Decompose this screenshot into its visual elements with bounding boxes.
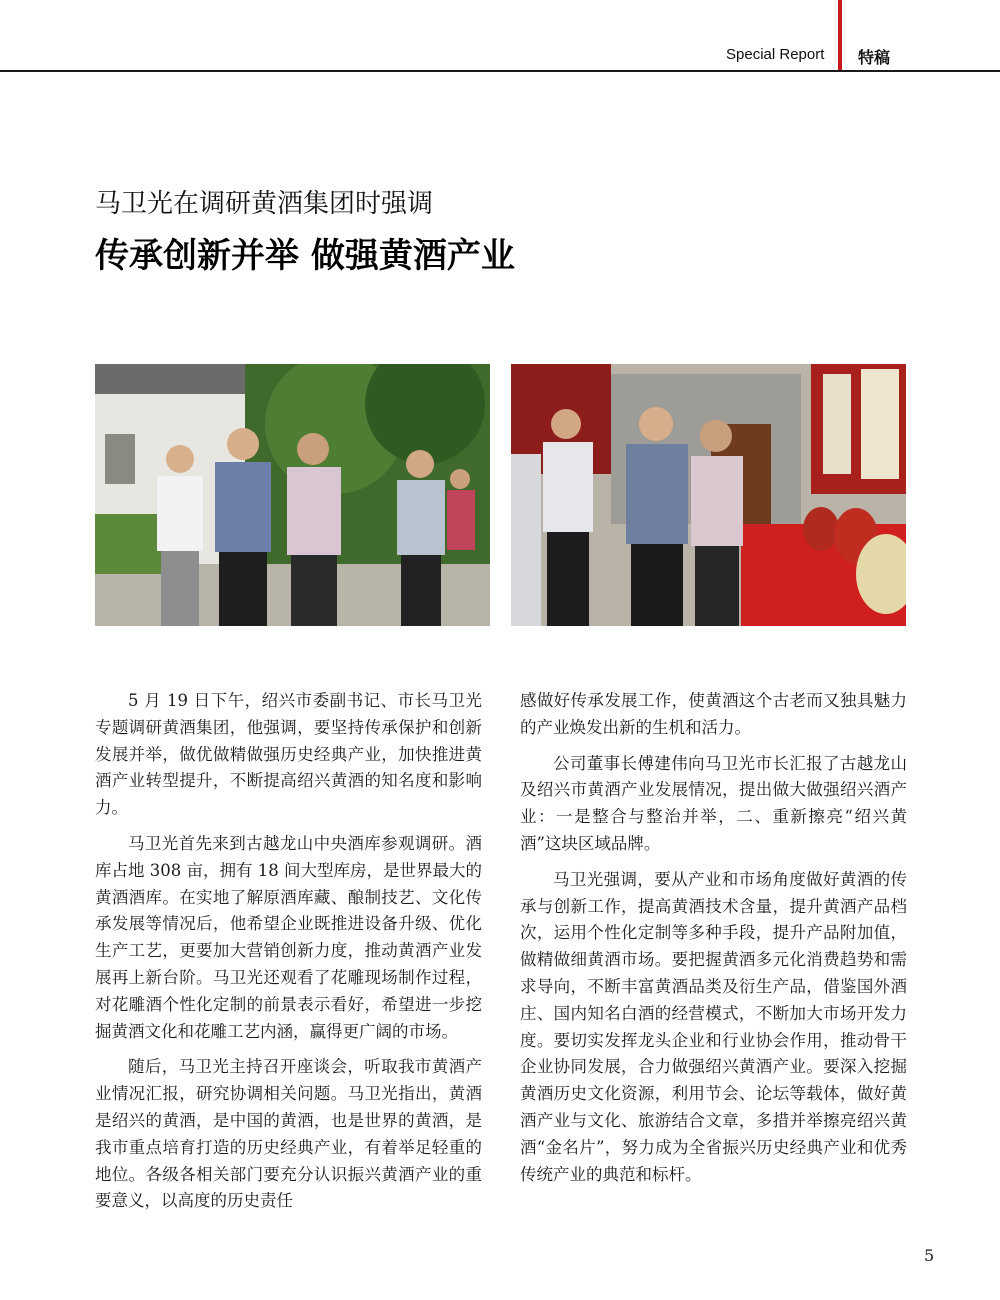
paragraph: 马卫光强调，要从产业和市场角度做好黄酒的传承与创新工作，提高黄酒技术含量，提升黄酒产品档次，运用个性化定制等多种手段，提升产品附加值，做精做细黄酒市场。要把握黄酒多元化消费趋势和需求导向，不断丰富黄酒品类及衍生产品，借鉴国外酒庄、国内知名白酒的经营模式，不断加大市场开发力度。要切实发挥龙头企业和行业协会作用，推动骨干企业协同发展，合力做强绍兴黄酒产业。要深入挖掘黄酒历史文化资源，利用节会、论坛等载体，做好黄酒产业与文化、旅游结合文章，多措并举擦亮绍兴黄酒“金名片”，努力成为全省振兴历史经典产业和优秀传统产业的典范和标杆。 [520,869,907,1184]
page-number: 5 [924,1246,935,1265]
paragraph-continuation: 感做好传承发展工作，使黄酒这个古老而又独具魅力的产业焕发出新的生机和活力。 [520,691,907,737]
header-accent-bar [838,0,842,70]
section-label-cn: 特稿 [858,48,891,67]
article-column-left [95,688,482,1224]
photo-showroom-visit [511,364,906,626]
article-column-right [520,688,907,1197]
paragraph: 5 月 19 日下午，绍兴市委副书记、市长马卫光专题调研黄酒集团，他强调，要坚持传承保护和创新发展并举，做优做精做强历史经典产业，加快推进黄酒产业转型提升，不断提高绍兴黄酒的知名度和影响力。 [95,691,482,818]
header-rule [0,70,1000,72]
section-label-en: Special Report [726,46,825,63]
paragraph: 马卫光首先来到古越龙山中央酒库参观调研。酒库占地 308 亩，拥有 18 间大型库房，是世界最大的黄酒酒库。在实地了解原酒库藏、酿制技艺、文化传承发展等情况后，他希望企业既推进设备升级、优化生产工艺，更要加大营销创新力度，推动黄酒产业发展再上新台阶。马卫光还观看了花雕现场制作过程，对花雕酒个性化定制的前景表示看好，希望进一步挖掘黄酒文化和花雕工艺内涵，赢得更广阔的市场。 [95,833,482,1041]
photo-outdoor-visit [95,364,490,626]
paragraph: 公司董事长傅建伟向马卫光市长汇报了古越龙山及绍兴市黄酒产业发展情况，提出做大做强绍兴酒产业：一是整合与整治并举，二、重新擦亮“绍兴黄酒”这块区域品牌。 [520,753,907,853]
article-title: 传承创新并举 做强黄酒产业 [95,236,515,276]
paragraph: 随后，马卫光主持召开座谈会，听取我市黄酒产业情况汇报，研究协调相关问题。马卫光指出，黄酒是绍兴的黄酒，是中国的黄酒，也是世界的黄酒，是我市重点培育打造的历史经典产业，有着举足轻重的地位。各级各相关部门要充分认识振兴黄酒产业的重要意义，以高度的历史责任 [95,1057,482,1211]
article-subtitle: 马卫光在调研黄酒集团时强调 [95,189,434,219]
